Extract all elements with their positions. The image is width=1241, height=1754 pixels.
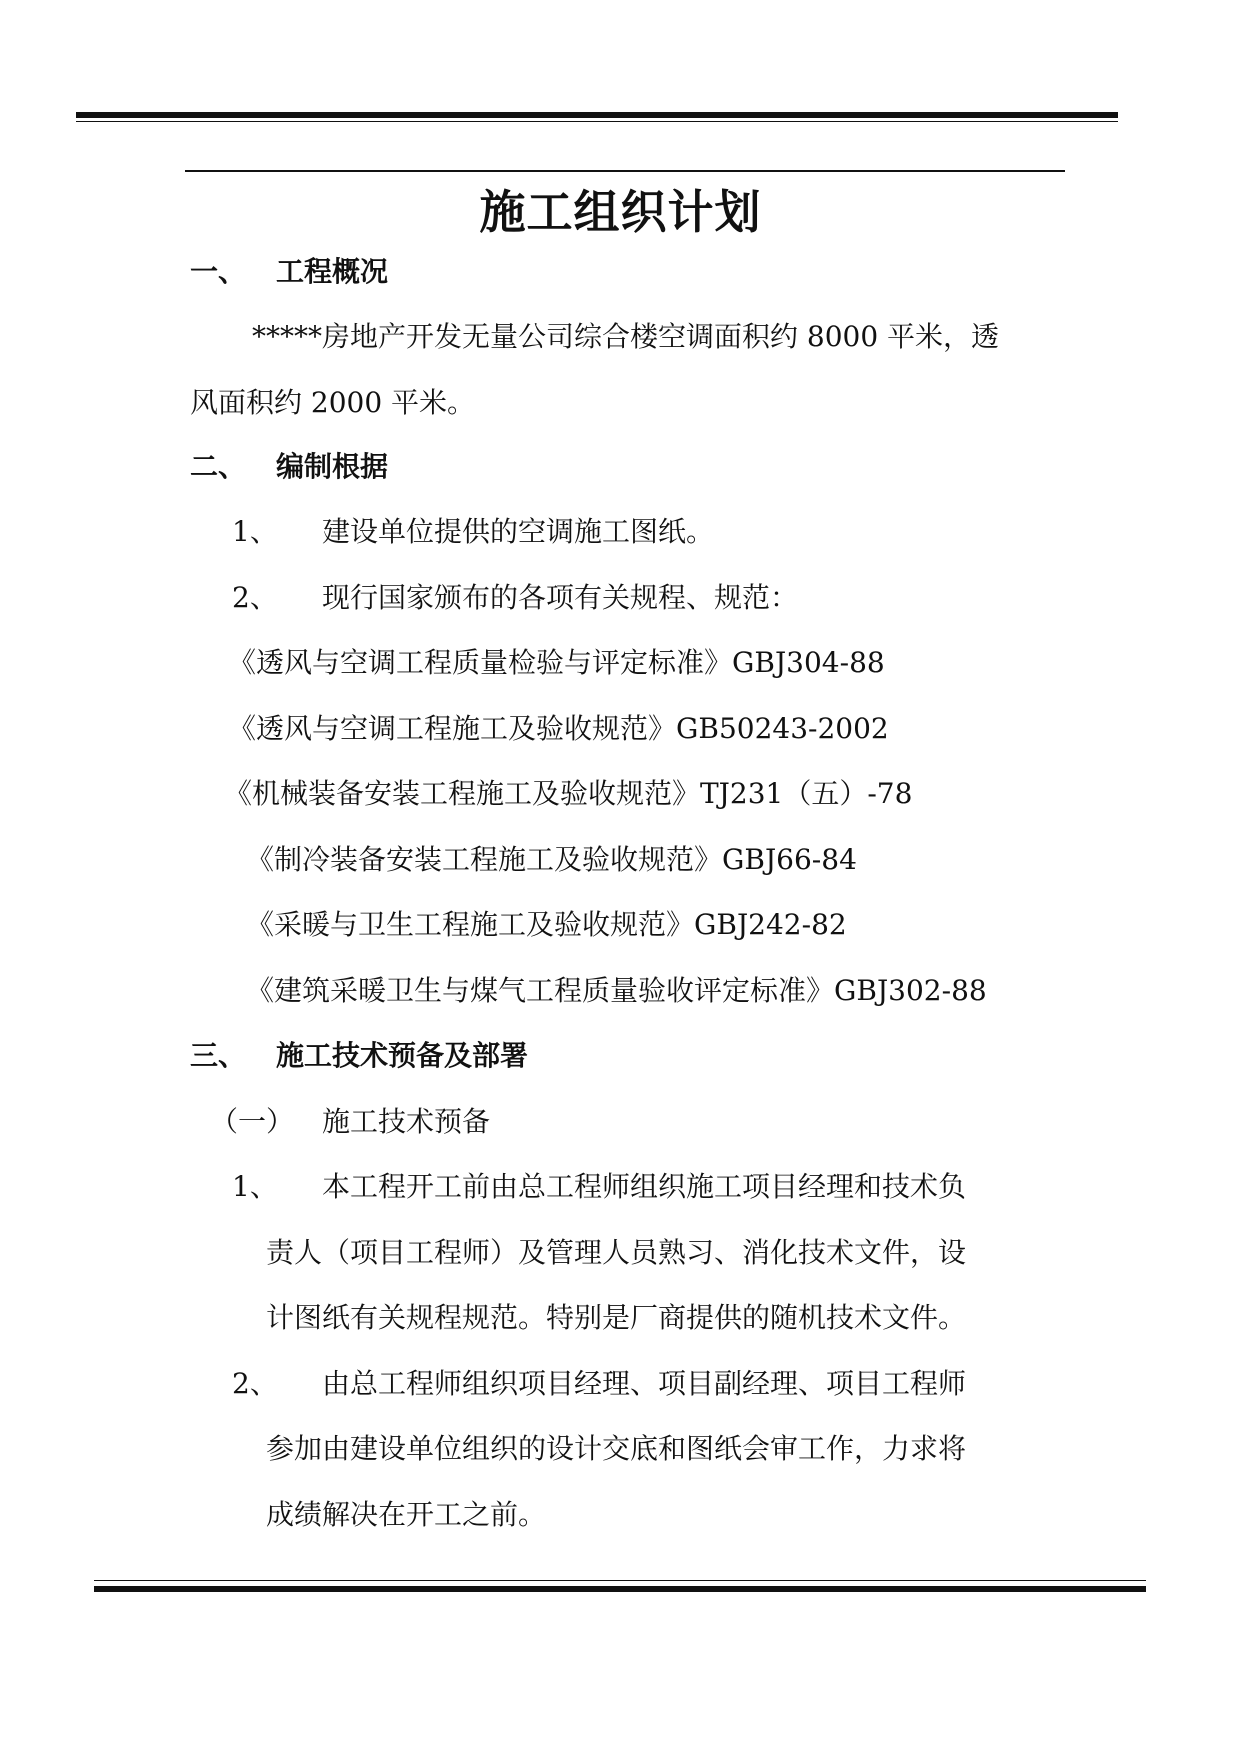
section-2-item-2 <box>232 578 799 618</box>
header-rule-thick <box>76 112 1118 118</box>
section-1-heading <box>190 252 389 292</box>
section-3-item-1-line-2: 责人（项目工程师）及管理人员熟习、消化技术文件，设 <box>266 1236 967 1269</box>
section-3-sub-heading <box>210 1102 491 1142</box>
footer-rule-thin <box>94 1580 1146 1581</box>
standard-5: 《采暖与卫生工程施工及验收规范》GBJ242-82 <box>246 908 847 941</box>
standard-4: 《制冷装备安装工程施工及验收规范》GBJ66-84 <box>246 843 857 876</box>
standard-3: 《机械装备安装工程施工及验收规范》TJ231（五）-78 <box>224 777 913 810</box>
section-3-heading <box>190 1036 529 1076</box>
standard-6: 《建筑采暖卫生与煤气工程质量验收评定标准》GBJ302-88 <box>246 974 987 1007</box>
section-3-sub-number: （一） <box>210 1105 295 1138</box>
section-3-item-1-number: 1、 <box>232 1170 278 1203</box>
section-1-paragraph-line-2: 风面积约 2000 平米。 <box>190 386 476 419</box>
section-3-item-2-number: 2、 <box>232 1367 278 1400</box>
section-2-number: 二、 <box>190 450 247 483</box>
section-2-item-2-number: 2、 <box>232 581 278 614</box>
section-2-item-1 <box>232 512 715 552</box>
section-3-number: 三、 <box>190 1039 247 1072</box>
section-3-item-1-line-3: 计图纸有关规程规范。特别是厂商提供的随机技术文件。 <box>266 1301 967 1334</box>
footer-rule-thick <box>94 1586 1146 1592</box>
section-3-sub-title: 施工技术预备 <box>322 1105 491 1138</box>
header-rule-thin <box>76 121 1118 122</box>
title-rule <box>185 170 1065 172</box>
section-2-title: 编制根据 <box>276 450 389 483</box>
section-3-title: 施工技术预备及部署 <box>276 1039 529 1072</box>
section-3-item-2-line-1: 由总工程师组织项目经理、项目副经理、项目工程师 <box>322 1367 967 1400</box>
section-2-item-2-text: 现行国家颁布的各项有关规程、规范： <box>322 581 799 614</box>
section-2-item-1-number: 1、 <box>232 515 278 548</box>
page-title: 施工组织计划 <box>479 185 762 239</box>
section-1-number: 一、 <box>190 255 247 288</box>
section-3-item-2-line-3: 成绩解决在开工之前。 <box>266 1498 547 1531</box>
section-1-title: 工程概况 <box>276 255 389 288</box>
section-3-item-1-line-1: 本工程开工前由总工程师组织施工项目经理和技术负 <box>322 1170 967 1203</box>
section-1-paragraph-line-1: *****房地产开发无量公司综合楼空调面积约 8000 平米，透 <box>252 320 1000 353</box>
section-3-item-2-line-2: 参加由建设单位组织的设计交底和图纸会审工作，力求将 <box>266 1432 967 1465</box>
standard-2: 《透风与空调工程施工及验收规范》GB50243-2002 <box>228 712 889 745</box>
section-2-item-1-text: 建设单位提供的空调施工图纸。 <box>322 515 715 548</box>
section-2-heading <box>190 447 389 487</box>
standard-1: 《透风与空调工程质量检验与评定标准》GBJ304-88 <box>228 646 885 679</box>
